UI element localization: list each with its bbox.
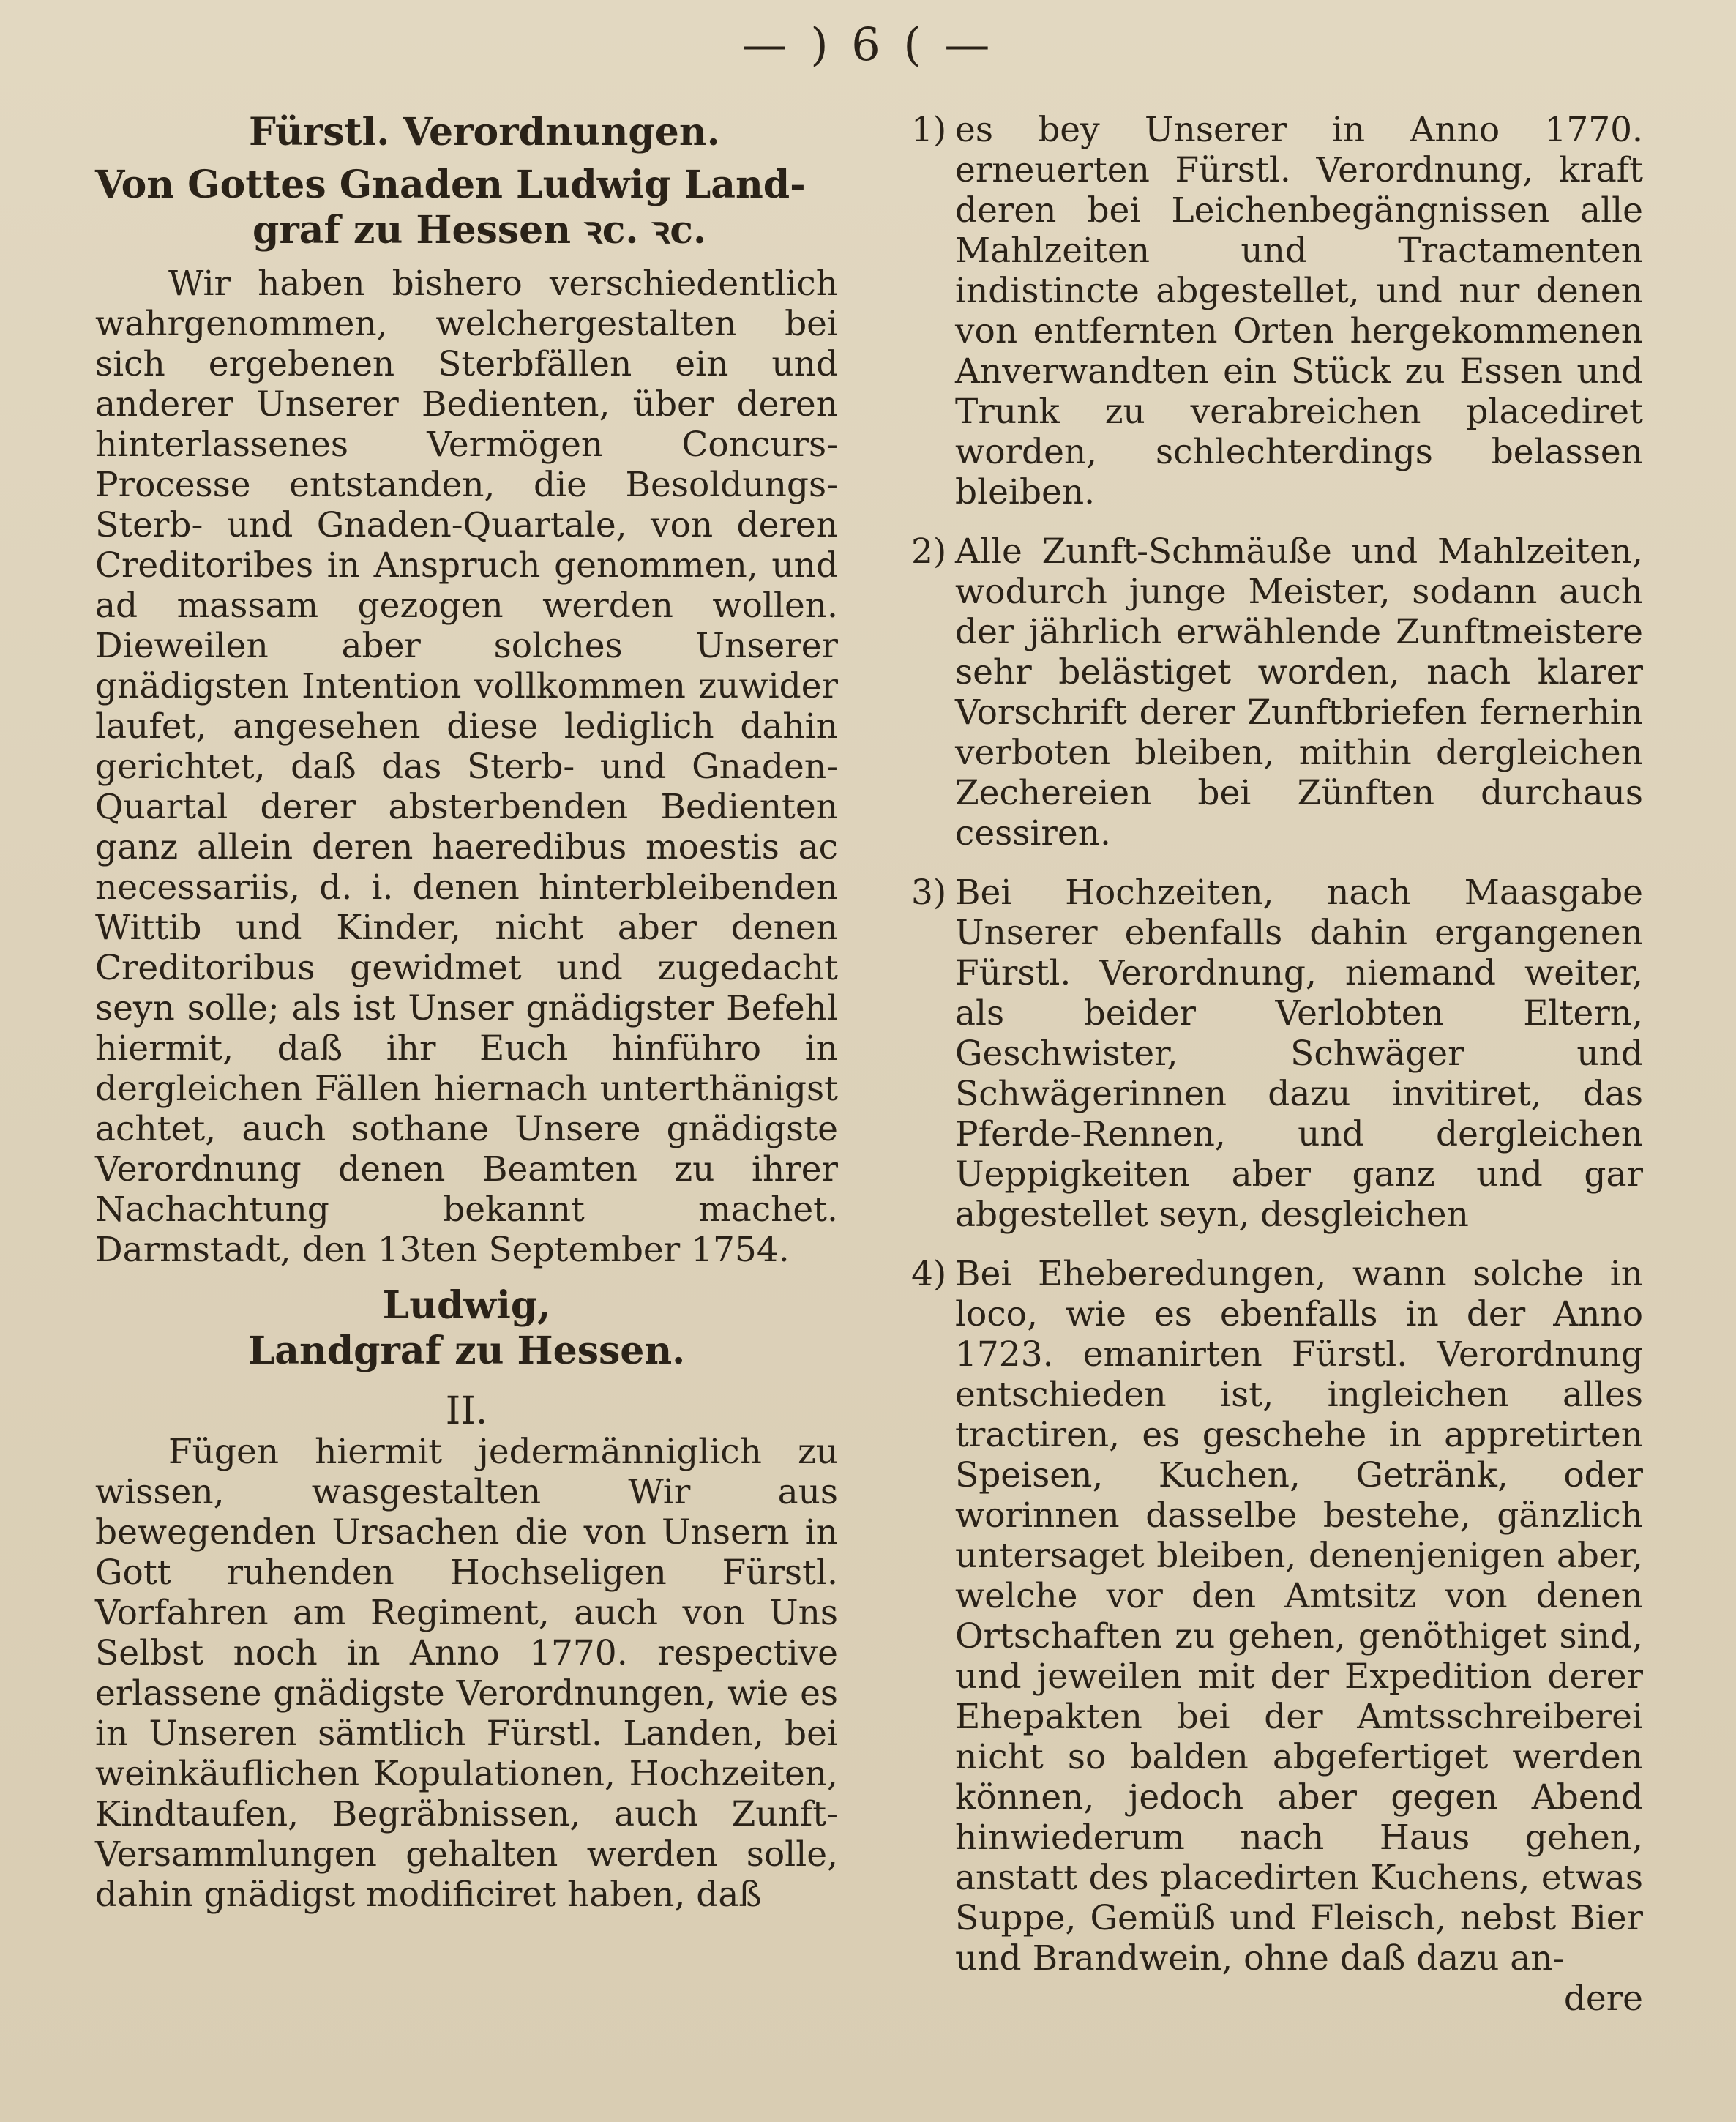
list-item-text: Bei Hochzeiten, nach Maasgabe Unserer ebenfalls dahin ergangenen Fürstl. Verordnung, niemand weiter, als beider Verlobten Eltern, Geschwister, Schwäger und Schwägerinnen dazu invitiret, das Pferde-Rennen, und dergleichen Ueppigkeiten aber ganz und gar abgestellet seyn, desgleichen — [955, 873, 1643, 1235]
decree-heading — [95, 162, 838, 253]
section-title: Fürstl. Verordnungen. — [249, 110, 720, 154]
page-number: — ) 6 ( — — [741, 18, 995, 71]
decree-text-2: Fügen hiermit jedermänniglich zu wissen, wasgestalten Wir aus bewegenden Ursachen die von Unsern in Gott ruhenden Hochseligen Fürstl. Vorfahren am Regiment, auch von Uns Selbst noch in Anno 1770. respective erlassene gnädigste Verordnungen, wie es in Unseren sämtlich Fürstl. Landen, bei weinkäuflichen Kopulationen, Hochzeiten, Kindtaufen, Begräbnissen, auch Zunft-Versammlungen gehalten werden solle, dahin gnädigst modificiret haben, daß — [95, 1432, 838, 1915]
decree-heading-line2: graf zu Hessen ꝛc. ꝛc. — [252, 208, 707, 253]
signature-title: Landgraf zu Hessen. — [247, 1329, 686, 1373]
list-item-number: 2) — [911, 531, 947, 572]
list-item — [911, 110, 1643, 512]
catchword: dere — [1563, 1979, 1643, 2019]
list-item — [911, 1254, 1643, 2019]
right-column — [911, 110, 1643, 2038]
left-column — [95, 110, 838, 1915]
list-item-number: 1) — [911, 110, 947, 150]
section-number: II. — [445, 1389, 488, 1433]
list-item-number: 3) — [911, 873, 947, 913]
list-item-text: es bey Unserer in Anno 1770. erneuerten Fürstl. Verordnung, kraft deren bei Leichenbegängnissen alle Mahlzeiten und Tractamenten indistincte abgestellet, und nur denen von entfernten Orten hergekommenen Anverwandten ein Stück zu Essen und Trunk zu verabreichen placediret worden, schlechterdings belassen bleiben. — [955, 110, 1643, 512]
list-item-text: Bei Eheberedungen, wann solche in loco, wie es ebenfalls in der Anno 1723. emanirten Fürstl. Verordnung entschieden ist, ingleichen alles tractiren, es geschehe in appretirten Speisen, Kuchen, Getränk, oder worinnen dasselbe bestehe, gänzlich untersaget bleiben, denenjenigen aber, welche vor den Amtsitz von denen Ortschaften zu gehen, genöthiget sind, und jeweilen mit der Expedition derer Ehepakten bei der Amtsschreiberei nicht so balden abgefertiget werden können, jedoch aber gegen Abend hinwiederum nach Haus gehen, anstatt des placedirten Kuchens, etwas Suppe, Gemüß und Fleisch, nebst Bier und Brandwein, ohne daß dazu an- — [955, 1254, 1643, 1979]
decree-heading-line1: Von Gottes Gnaden Ludwig Land- — [95, 162, 806, 207]
list-item — [911, 873, 1643, 1235]
list-item-text: Alle Zunft-Schmäuße und Mahlzeiten, wodurch junge Meister, sodann auch der jährlich erwählende Zunftmeistere sehr belästiget worden, nach klarer Vorschrift derer Zunftbriefen fernerhin verboten bleiben, mithin dergleichen Zechereien bei Zünften durchaus cessiren. — [955, 531, 1643, 853]
decree-text-1: Wir haben bishero verschiedentlich wahrgenommen, welchergestalten bei sich ergebenen Sterbfällen ein und anderer Unserer Bedienten, über deren hinterlassenes Vermögen Concurs-Processe entstanden, die Besoldungs- Sterb- und Gnaden-Quartale, von deren Creditoribes in Anspruch genommen, und ad massam gezogen werden wollen. Dieweilen aber solches Unserer gnädigsten Intention vollkommen zuwider laufet, angesehen diese lediglich dahin gerichtet, daß das Sterb- und Gnaden-Quartal derer absterbenden Bedienten ganz allein deren haeredibus moestis ac necessariis, d. i. denen hinterbleibenden Wittib und Kinder, nicht aber denen Creditoribus gewidmet und zugedacht seyn solle; als ist Unser gnädigster Befehl hiermit, daß ihr Euch hinführo in dergleichen Fällen hiernach unterthänigst achtet, auch sothane Unsere gnädigste Verordnung denen Beamten zu ihrer Nachachtung bekannt machet. Darmstadt, den 13ten September 1754. — [95, 264, 838, 1270]
list-item — [911, 531, 1643, 853]
list-item-number: 4) — [911, 1254, 947, 1294]
signature-name: Ludwig, — [382, 1283, 551, 1328]
